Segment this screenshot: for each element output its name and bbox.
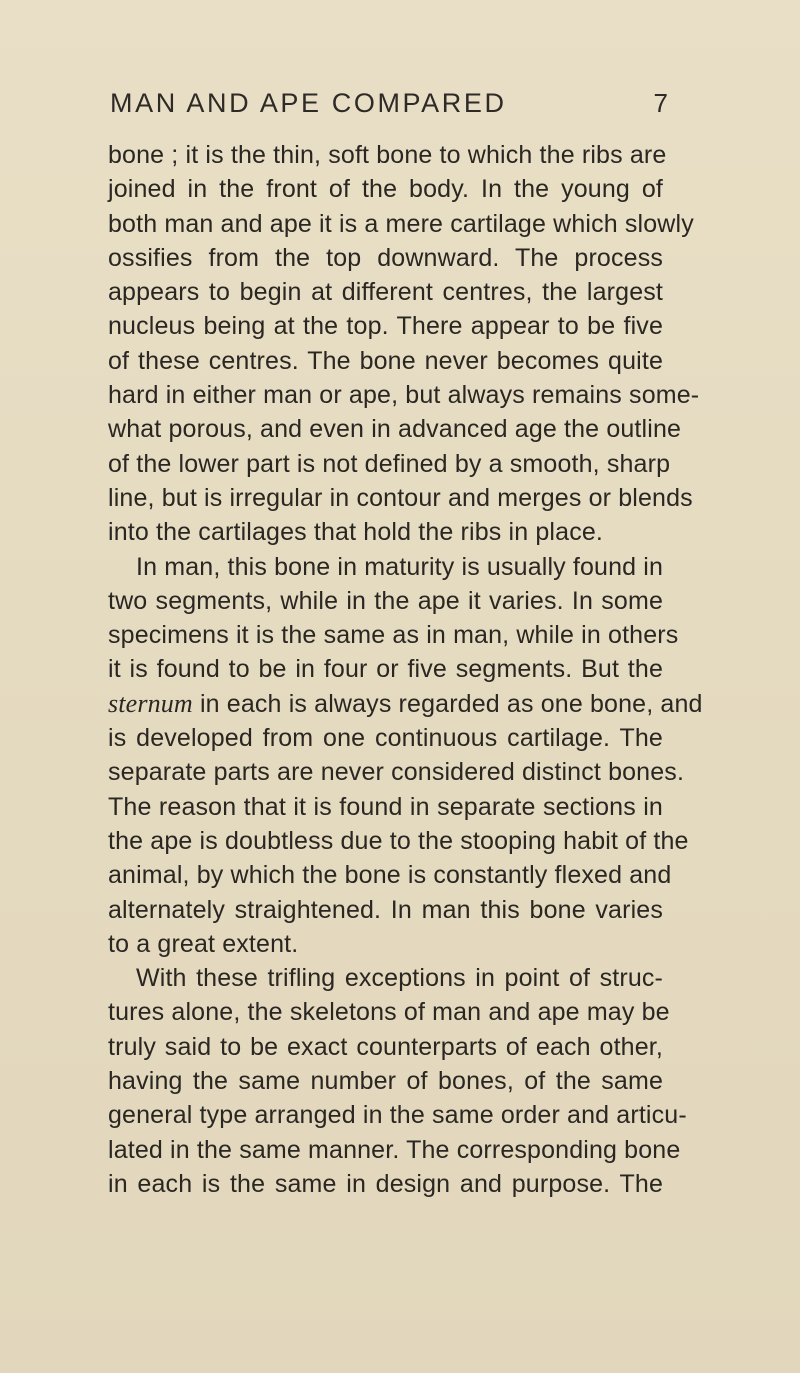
text-line: specimens it is the same as in man, while in others [108,621,679,650]
text-line: of the lower part is not defined by a smooth, sharp [108,449,671,478]
running-head [108,88,668,128]
text-line: line, but is irregular in contour and merges or blends [108,483,693,512]
text-line: two segments, while in the ape it varies. In some [108,586,663,615]
text-line: both man and ape it is a mere cartilage which slowly [108,209,694,238]
text-line: joined in the front of the body. In the young of [108,175,663,204]
text-line: to a great extent. [108,929,299,958]
text-line: truly said to be exact counterparts of each other, [108,1032,663,1061]
text-line: bone ; it is the thin, soft bone to which the ribs are [108,141,667,169]
text-line: The reason that it is found in separate sections in [108,792,663,821]
text-line: it is found to be in four or five segments. But the [108,655,663,684]
text-line: In man, this bone in maturity is usually found in [136,552,664,581]
body-text [108,138,703,1201]
text-line: the ape is doubtless due to the stooping habit of the [108,826,689,855]
text-line: separate parts are never considered distinct bones. [108,758,685,787]
running-title: MAN AND APE COMPARED [110,88,507,118]
text-line: in each is the same in design and purpose. The [108,1169,663,1198]
italic-term: sternum [108,688,193,718]
page-number: 7 [653,88,668,118]
text-line: appears to begin at different centres, the largest [108,278,663,307]
text-line: tures alone, the skeletons of man and ape may be [108,998,670,1027]
text-line: hard in either man or ape, but always remains some- [108,381,700,410]
text-line: With these trifling exceptions in point of struc- [136,964,663,993]
text-line: what porous, and even in advanced age the outline [108,415,682,444]
text-line: is developed from one continuous cartilage. The [108,724,663,753]
text-line: of these centres. The bone never becomes quite [108,346,663,375]
text-line: having the same number of bones, of the same [108,1067,663,1096]
text-line: alternately straightened. In man this bone varies [108,895,663,924]
text-line: ossifies from the top downward. The process [108,243,663,272]
text-line-with-italic [108,687,703,721]
text-line: lated in the same manner. The corresponding bone [108,1135,681,1164]
text-line-rest: in each is always regarded as one bone, and [199,689,703,718]
text-line: animal, by which the bone is constantly flexed and [108,861,672,890]
text-line: into the cartilages that hold the ribs in place. [108,518,603,547]
text-line: nucleus being at the top. There appear to be five [108,312,663,341]
text-line: general type arranged in the same order and articu- [108,1101,687,1130]
